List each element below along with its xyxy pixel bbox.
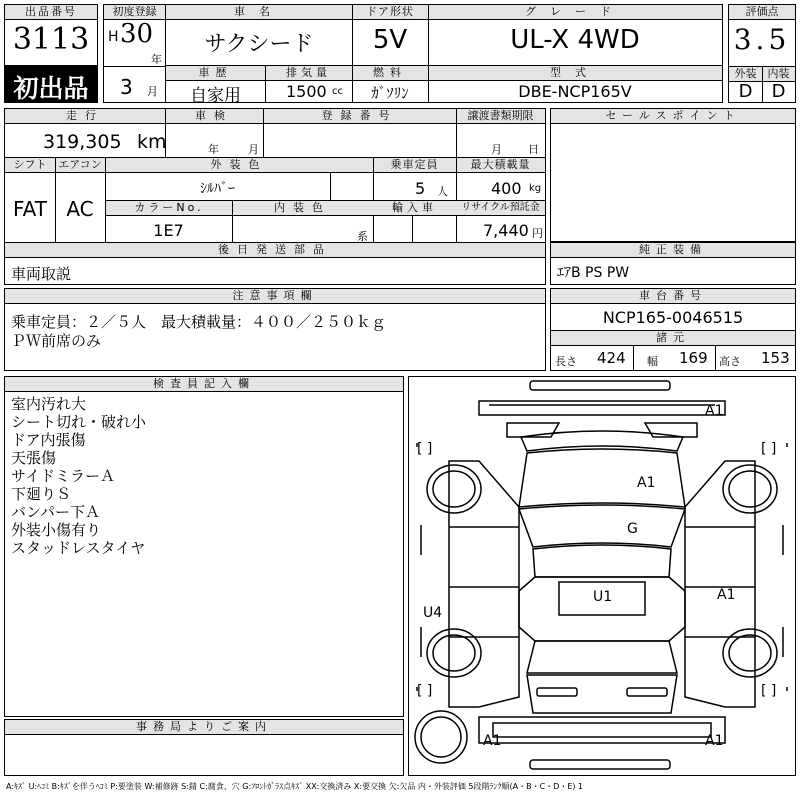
lot-number: 3113 xyxy=(12,22,90,57)
bracket-right-rear: [ ] xyxy=(761,683,777,699)
model-label: 型式 xyxy=(428,66,722,81)
lot-number-label: 出品番号 xyxy=(5,5,97,20)
grade-label: グレード xyxy=(428,5,722,20)
displacement-label: 排気量 xyxy=(265,66,352,81)
chassis-label: 車台番号 xyxy=(551,289,795,304)
later-parts: 車両取説 xyxy=(11,265,72,283)
color-number: 1E7 xyxy=(153,221,184,240)
notes-label: 注意事項欄 xyxy=(5,289,545,304)
grade: UL-X 4WD xyxy=(510,25,640,55)
score-cell xyxy=(728,4,796,103)
chassis-box xyxy=(550,288,796,371)
floor xyxy=(519,577,685,641)
sales-point-label: セールスポイント xyxy=(551,109,795,124)
history-label: 車歴 xyxy=(166,66,265,81)
sales-point-box xyxy=(550,108,796,242)
score: 3.5 xyxy=(733,23,791,56)
ac: AC xyxy=(66,197,94,221)
first-registration-cell xyxy=(103,4,166,103)
registration-year: 30 xyxy=(120,19,154,49)
transfer-label: 譲渡書類期限 xyxy=(456,109,545,124)
mileage-label: 走行 xyxy=(5,109,165,124)
wheels xyxy=(415,465,777,763)
height-label: 高さ xyxy=(719,355,741,368)
recycle-label: リサイクル預託金 xyxy=(456,201,545,216)
load-unit: kg xyxy=(529,183,542,194)
legend: A:ｷｽﾞ U:ﾍｺﾐ B:ｷｽﾞを伴うﾍｺﾐ P:要塗装 W:補修跡 S:錆 C:腐食、穴 G:ﾌﾛﾝﾄｶﾞﾗｽ点ｷｽﾞ XX:交換済み X:要交換 欠:欠品 内・外装評価 5段階ﾗﾝｸ順(A・B・C・D・E) 1 xyxy=(6,782,584,791)
car-name-label: 車名 xyxy=(166,5,352,20)
displacement: 1500 xyxy=(286,82,327,101)
mark-rear-left: A1 xyxy=(483,733,502,749)
import-label: 輸入車 xyxy=(373,201,456,216)
front-bumper-top xyxy=(530,381,670,390)
model: DBE-NCP165V xyxy=(518,82,632,101)
plate-label: 登録番号 xyxy=(263,109,456,124)
inspector-line: 外装小傷有り xyxy=(11,521,102,539)
car-spec-cell xyxy=(165,65,723,106)
inspector-line: 室内汚れ大 xyxy=(11,395,87,413)
equipment-value: ｴｱB PS PW xyxy=(557,265,630,281)
interior-color-label: 内装色 xyxy=(232,201,373,216)
door-type: 5V xyxy=(372,25,408,55)
inspector-line: バンパー下Ａ xyxy=(11,503,100,521)
interior-grade: D xyxy=(771,81,786,102)
inspection-month-unit: 月 xyxy=(248,143,259,156)
color-no-label: カラーNo. xyxy=(106,201,232,216)
mark-left-rear-door: U4 xyxy=(423,605,443,621)
score-label: 評価点 xyxy=(729,5,795,20)
front-bumper xyxy=(479,401,725,415)
history: 自家用 xyxy=(190,86,241,106)
inspection-label: 車検 xyxy=(165,109,263,124)
registration-month-unit: 月 xyxy=(147,85,158,98)
header-section xyxy=(4,4,796,106)
inspection-year-unit: 年 xyxy=(208,143,219,156)
rear-bumper xyxy=(479,717,725,743)
inspector-line: 天張傷 xyxy=(11,449,57,467)
body-color: ｼﾙﾊﾞｰ xyxy=(200,181,235,197)
transfer-month-unit: 月 xyxy=(491,143,502,156)
bracket-left-rear: [ ] xyxy=(417,683,433,699)
displacement-unit: cc xyxy=(332,86,343,97)
inspector-label: 検査員記入欄 xyxy=(5,377,403,392)
inspector-box xyxy=(4,376,404,717)
roof xyxy=(533,545,671,577)
lot-number-cell xyxy=(4,4,98,66)
bracket-left-front: [ ] xyxy=(417,441,433,457)
office-box xyxy=(4,719,404,776)
bracket-right-front: [ ] xyxy=(761,441,777,457)
length: 424 xyxy=(597,349,626,367)
notes-box xyxy=(4,288,546,371)
fuel-label: 燃料 xyxy=(352,66,428,81)
inspector-line: ドア内張傷 xyxy=(11,431,86,449)
width: 169 xyxy=(679,349,708,367)
mark-front-bumper: A1 xyxy=(705,403,724,419)
car-name: サクシード xyxy=(204,32,314,57)
ac-label: エアコン xyxy=(55,158,105,173)
capacity: 5 xyxy=(415,179,426,198)
mark-rear-right: A1 xyxy=(705,733,724,749)
car-diagram xyxy=(408,376,796,776)
load: 400 xyxy=(491,179,522,198)
load-label: 最大積載量 xyxy=(456,158,545,173)
hood xyxy=(519,449,685,507)
shift-label: シフト xyxy=(5,158,55,173)
mark-floor: U1 xyxy=(593,589,613,605)
car-diagram-svg xyxy=(409,377,795,775)
door-label: ドア形状 xyxy=(352,5,428,20)
exterior-label: 外装 xyxy=(729,66,762,82)
recycle-unit: 円 xyxy=(532,227,543,240)
interior-color-unit: 系 xyxy=(357,230,368,243)
height: 153 xyxy=(761,349,790,367)
info-table xyxy=(4,108,546,285)
registration-year-unit: 年 xyxy=(151,53,162,66)
first-listing-badge xyxy=(4,65,98,103)
notes-line-2: ＰＷ前席のみ xyxy=(11,332,102,350)
inspector-line: スタッドレスタイヤ xyxy=(11,539,146,557)
transfer-day-unit: 日 xyxy=(528,143,539,156)
office-label: 事務局よりご案内 xyxy=(5,720,403,735)
windshield xyxy=(519,505,685,547)
first-registration-label: 初度登録 xyxy=(104,5,165,20)
length-label: 長さ xyxy=(555,355,577,368)
mileage-unit: km xyxy=(137,131,167,153)
car-info-cell xyxy=(165,4,723,66)
exterior-grade: D xyxy=(738,81,753,102)
first-listing-label: 初出品 xyxy=(13,74,89,103)
color-label: 外装色 xyxy=(105,158,373,173)
mark-roof: G xyxy=(627,521,638,537)
inspector-line: サイドミラーＡ xyxy=(11,467,115,485)
chassis-number: NCP165-0046515 xyxy=(602,308,744,327)
mark-hood: A1 xyxy=(637,475,656,491)
mileage: 319,305 xyxy=(43,131,122,153)
equipment-label: 純正装備 xyxy=(551,243,795,258)
rear-gate xyxy=(527,675,677,713)
later-parts-label: 後日発送部品 xyxy=(5,243,545,258)
dims-label: 諸元 xyxy=(551,330,795,346)
front-grille xyxy=(521,431,683,451)
inspector-list xyxy=(11,395,146,557)
fuel: ｶﾞｿﾘﾝ xyxy=(371,84,409,102)
registration-era: H xyxy=(108,29,119,45)
inspector-line: シート切れ・破れ小 xyxy=(11,413,147,431)
inspector-line: 下廻りＳ xyxy=(11,485,72,503)
capacity-label: 乗車定員 xyxy=(373,158,456,173)
width-label: 幅 xyxy=(647,355,658,368)
notes-line-1: 乗車定員：２／５人 最大積載量：４００／２５０ｋｇ xyxy=(11,313,387,331)
registration-month: 3 xyxy=(120,75,133,99)
shift: FAT xyxy=(12,197,47,221)
capacity-unit: 人 xyxy=(437,185,448,198)
mark-right-rear-door: A1 xyxy=(717,587,736,603)
interior-label: 内装 xyxy=(762,66,795,82)
equipment-box xyxy=(550,242,796,285)
recycle-fee: 7,440 xyxy=(483,221,529,240)
